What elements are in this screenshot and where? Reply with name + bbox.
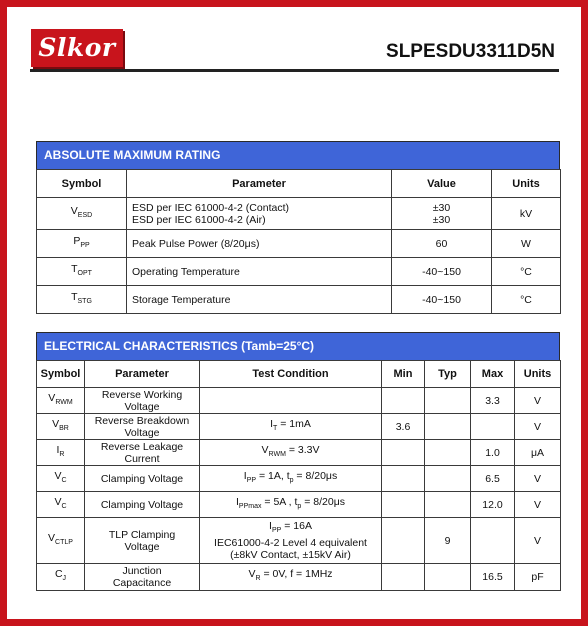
symbol-cell: $I_R$ — [37, 440, 85, 466]
parameter-cell: Clamping Voltage — [85, 492, 200, 518]
symbol-cell: $V_{ESD}$ — [37, 198, 127, 230]
col-symbol: Symbol — [37, 361, 85, 388]
unit-cell: °C — [492, 286, 561, 314]
typ-cell — [425, 564, 471, 591]
unit-cell: pF — [515, 564, 561, 591]
value-cell: 60 — [392, 230, 492, 258]
col-units: Units — [515, 361, 561, 388]
max-cell: 1.0 — [471, 440, 515, 466]
parameter-cell: Peak Pulse Power (8/20μs) — [127, 230, 392, 258]
table-row — [37, 286, 561, 314]
symbol-cell: $V_C$ — [37, 466, 85, 492]
parameter-cell: Junction Capacitance — [85, 564, 200, 591]
abs-max-grid — [36, 169, 561, 314]
condition-cell — [200, 388, 382, 414]
unit-cell: V — [515, 466, 561, 492]
max-cell — [471, 414, 515, 440]
slkor-logo: Slkor — [31, 29, 123, 67]
typ-cell — [425, 466, 471, 492]
condition-cell: $I_{PP} = 1A$, $t_p = 8/20\mu s$ — [200, 466, 382, 492]
max-cell: 6.5 — [471, 466, 515, 492]
table-row — [37, 258, 561, 286]
unit-cell: kV — [492, 198, 561, 230]
symbol-cell: $V_{CTLP}$ — [37, 518, 85, 564]
electrical-table — [36, 332, 560, 591]
symbol-cell: $V_{RWM}$ — [37, 388, 85, 414]
min-cell: 3.6 — [382, 414, 425, 440]
value-cell: ±30 ±30 — [392, 198, 492, 230]
col-symbol: Symbol — [37, 170, 127, 198]
symbol-cell: $V_C$ — [37, 492, 85, 518]
typ-cell: 9 — [425, 518, 471, 564]
unit-cell: V — [515, 414, 561, 440]
symbol-cell: $T_{STG}$ — [37, 286, 127, 314]
condition-cell: $I_{PP} = 16A$ IEC61000-4-2 Level 4 equivalent (±8kV Contact, ±15kV Air) — [200, 518, 382, 564]
col-value: Value — [392, 170, 492, 198]
parameter-cell: Reverse Breakdown Voltage — [85, 414, 200, 440]
max-cell: 12.0 — [471, 492, 515, 518]
unit-cell: V — [515, 388, 561, 414]
typ-cell — [425, 492, 471, 518]
table-row — [37, 198, 561, 230]
condition-cell: $V_R = 0V$, f = 1MHz — [200, 564, 382, 591]
table-row — [37, 388, 561, 414]
col-test-condition: Test Condition — [200, 361, 382, 388]
typ-cell — [425, 414, 471, 440]
table-row — [37, 466, 561, 492]
symbol-cell: $V_{BR}$ — [37, 414, 85, 440]
parameter-cell: ESD per IEC 61000-4-2 (Contact) ESD per IEC 61000-4-2 (Air) — [127, 198, 392, 230]
parameter-cell: Operating Temperature — [127, 258, 392, 286]
typ-cell — [425, 388, 471, 414]
symbol-cell: $C_J$ — [37, 564, 85, 591]
table-row — [37, 492, 561, 518]
typ-cell — [425, 440, 471, 466]
max-cell: 16.5 — [471, 564, 515, 591]
unit-cell: W — [492, 230, 561, 258]
col-parameter: Parameter — [85, 361, 200, 388]
table-header-row — [37, 361, 561, 388]
header-divider — [30, 69, 559, 72]
unit-cell: V — [515, 492, 561, 518]
col-min: Min — [382, 361, 425, 388]
unit-cell: °C — [492, 258, 561, 286]
unit-cell: V — [515, 518, 561, 564]
condition-cell: $V_{RWM} = 3.3V$ — [200, 440, 382, 466]
col-typ: Typ — [425, 361, 471, 388]
value-cell: -40~150 — [392, 286, 492, 314]
parameter-cell: Storage Temperature — [127, 286, 392, 314]
min-cell — [382, 492, 425, 518]
electrical-grid — [36, 360, 561, 591]
abs-max-table — [36, 141, 560, 314]
table-header-row — [37, 170, 561, 198]
parameter-cell: Reverse Working Voltage — [85, 388, 200, 414]
condition-cell: $I_{PPmax} = 5A$ , $t_p = 8/20\mu s$ — [200, 492, 382, 518]
max-cell — [471, 518, 515, 564]
parameter-cell: Reverse Leakage Current — [85, 440, 200, 466]
col-units: Units — [492, 170, 561, 198]
symbol-cell: $T_{OPT}$ — [37, 258, 127, 286]
table-row — [37, 518, 561, 564]
min-cell — [382, 564, 425, 591]
table-row — [37, 414, 561, 440]
min-cell — [382, 466, 425, 492]
unit-cell: μA — [515, 440, 561, 466]
condition-cell: $I_T = 1mA$ — [200, 414, 382, 440]
abs-max-title: ABSOLUTE MAXIMUM RATING — [36, 141, 560, 169]
table-row — [37, 230, 561, 258]
min-cell — [382, 440, 425, 466]
min-cell — [382, 518, 425, 564]
part-number: SLPESDU3311D5N — [386, 41, 555, 62]
col-parameter: Parameter — [127, 170, 392, 198]
parameter-cell: TLP Clamping Voltage — [85, 518, 200, 564]
col-max: Max — [471, 361, 515, 388]
electrical-title: ELECTRICAL CHARACTERISTICS (Tamb=25°C) — [36, 332, 560, 360]
symbol-cell: $P_{PP}$ — [37, 230, 127, 258]
parameter-cell: Clamping Voltage — [85, 466, 200, 492]
value-cell: -40~150 — [392, 258, 492, 286]
table-row — [37, 440, 561, 466]
min-cell — [382, 388, 425, 414]
max-cell: 3.3 — [471, 388, 515, 414]
table-row — [37, 564, 561, 591]
